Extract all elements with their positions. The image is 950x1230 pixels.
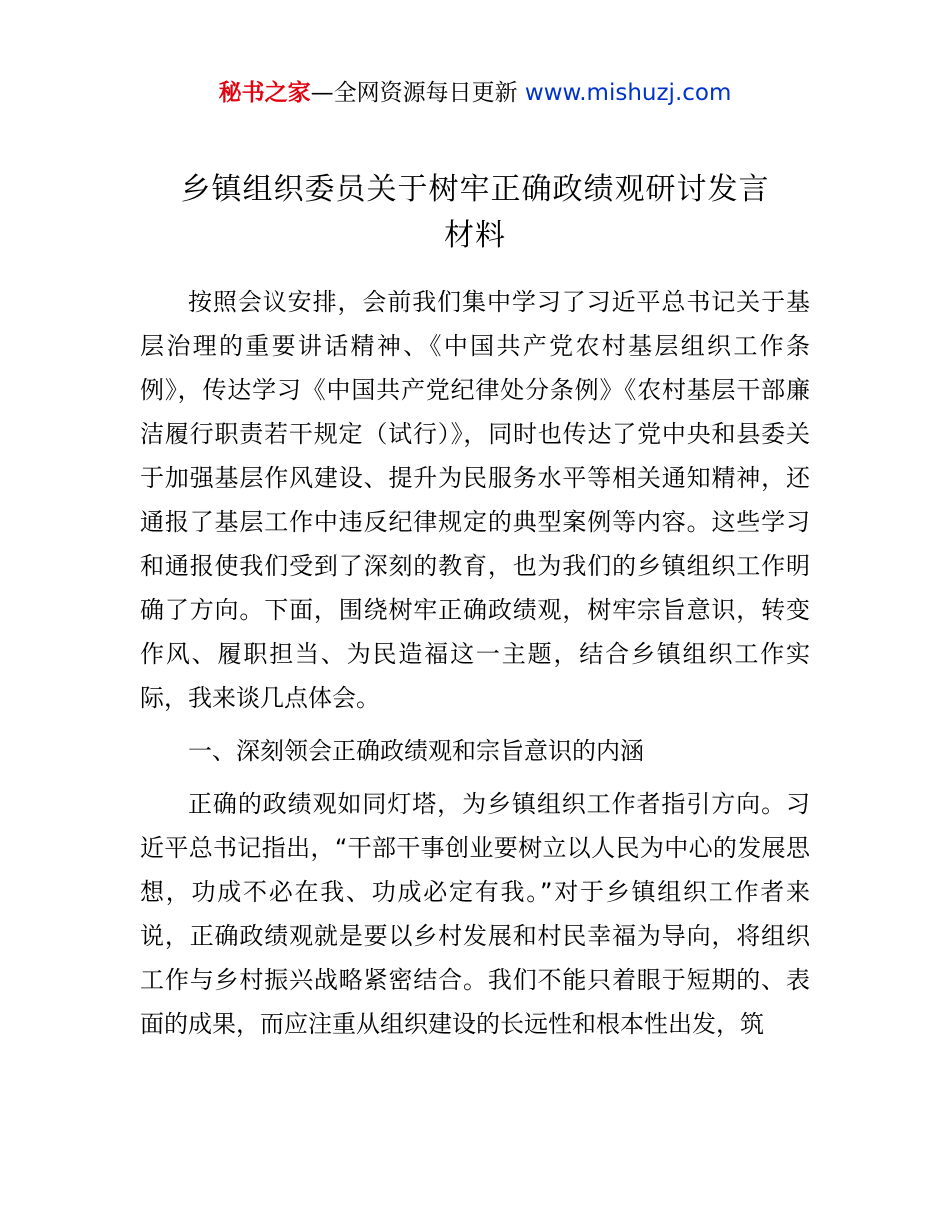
title-line-2: 材料 xyxy=(444,218,506,253)
intro-paragraph: 按照会议安排，会前我们集中学习了习近平总书记关于基层治理的重要讲话精神、《中国共产党农村基层组织工作条例》，传达学习《中国共产党纪律处分条例》《农村基层干部廉洁履行职责若干规定（试行）》，同时也传达了党中央和县委关于加强基层作风建设、提升为民服务水平等相关通知精神，还通报了基层工作中违反纪律规定的典型案例等内容。这些学习和通报使我们受到了深刻的教育，也为我们的乡镇组织工作明确了方向。下面，围绕树牢正确政绩观，树牢宗旨意识，转变作风、履职担当、为民造福这一主题，结合乡镇组织工作实际，我来谈几点体会。 xyxy=(140,288,810,712)
site-banner xyxy=(0,76,950,110)
banner-url-link[interactable]: www.mishuzj.com xyxy=(524,80,732,106)
title-line-1: 乡镇组织委员关于树牢正确政绩观研讨发言 xyxy=(180,172,770,207)
section-1-paragraph: 正确的政绩观如同灯塔，为乡镇组织工作者指引方向。习近平总书记指出，“干部干事创业要树立以人民为中心的发展思想，功成不必在我、功成必定有我。”对于乡镇组织工作者来说，正确政绩观就是要以乡村发展和村民幸福为导向，将组织工作与乡村振兴战略紧密结合。我们不能只着眼于短期的、表面的成果，而应注重从组织建设的长远性和根本性出发，筑 xyxy=(140,790,810,1038)
document-title xyxy=(140,167,810,259)
banner-tagline: —全网资源每日更新 xyxy=(310,80,525,106)
brand-name: 秘书之家 xyxy=(218,80,311,106)
document-body xyxy=(140,280,810,1055)
section-heading-1: 一、深刻领会正确政绩观和宗旨意识的内涵 xyxy=(188,737,644,765)
